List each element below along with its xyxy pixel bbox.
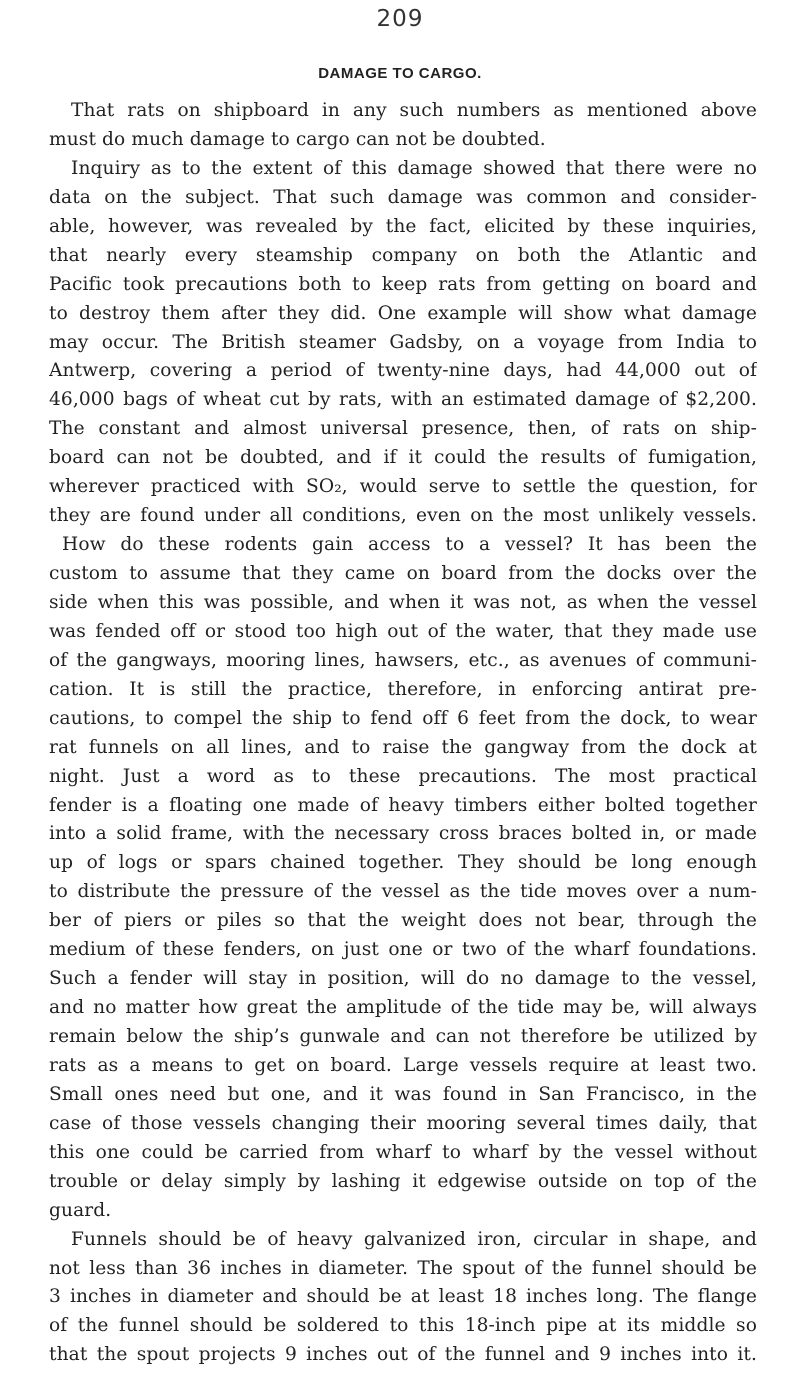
text-line: board can not be doubted, and if it could the results of fumigation,	[49, 447, 757, 469]
text-line: side when this was possible, and when it was not, as when the vessel	[49, 591, 757, 613]
text-line: cautions, to compel the ship to fend off 6 feet from the dock, to wear	[49, 707, 757, 729]
body-text	[49, 97, 757, 1370]
text-line: must do much damage to cargo can not be doubted.	[49, 128, 546, 150]
text-line: of the funnel should be soldered to this 18-inch pipe at its middle so	[49, 1315, 757, 1337]
text-line: fender is a floating one made of heavy timbers either bolted together	[49, 794, 757, 816]
text-line: to distribute the pressure of the vessel as the tide moves over a num-	[49, 881, 757, 903]
text-line: guard.	[49, 1199, 112, 1221]
text-line: custom to assume that they came on board from the docks over the	[49, 563, 757, 584]
text-line: Small ones need but one, and it was found in San Francisco, in the	[49, 1083, 757, 1105]
text-line: data on the subject. That such damage was common and consider-	[49, 186, 757, 208]
text-line: Funnels should be of heavy galvanized iron, circular in shape, and	[71, 1228, 757, 1250]
text-line: remain below the ship’s gunwale and can not therefore be utilized by	[49, 1026, 757, 1047]
text-line: night. Just a word as to these precautions. The most practical	[49, 765, 757, 787]
text-line: Pacific took precautions both to keep rats from getting on board and	[49, 273, 757, 295]
text-line: and no matter how great the amplitude of the tide may be, will always	[49, 997, 757, 1019]
text-line: may occur. The British steamer Gadsby, on a voyage from India to	[49, 331, 757, 353]
text-line: able, however, was revealed by the fact, elicited by these inquiries,	[49, 215, 757, 237]
text-line: this one could be carried from wharf to wharf by the vessel without	[49, 1141, 757, 1163]
text-line: that the spout projects 9 inches out of the funnel and 9 inches into it.	[49, 1344, 757, 1366]
text-line: into a solid frame, with the necessary cross braces bolted in, or made	[49, 823, 757, 845]
text-line: How do these rodents gain access to a vessel? It has been the	[62, 534, 757, 556]
text-line: trouble or delay simply by lashing it edgewise outside on top of the	[49, 1170, 757, 1192]
page-number: 209	[376, 6, 424, 32]
text-line: 3 inches in diameter and should be at least 18 inches long. The flange	[49, 1286, 757, 1308]
text-line: Inquiry as to the extent of this damage showed that there were no	[71, 157, 757, 179]
text-line: The constant and almost universal presence, then, of rats on ship-	[49, 418, 757, 440]
text-line: case of those vessels changing their mooring several times daily, that	[49, 1112, 757, 1134]
text-line: 46,000 bags of wheat cut by rats, with an estimated damage of $2,200.	[49, 389, 757, 411]
text-line: not less than 36 inches in diameter. The spout of the funnel should be	[49, 1257, 757, 1279]
text-line: up of logs or spars chained together. They should be long enough	[49, 852, 757, 874]
text-line: ber of piers or piles so that the weight does not bear, through the	[49, 910, 757, 932]
text-line: to destroy them after they did. One example will show what damage	[49, 302, 757, 324]
running-head: DAMAGE TO CARGO.	[318, 65, 482, 82]
text-line: That rats on shipboard in any such numbers as mentioned above	[71, 100, 757, 121]
text-line: Such a fender will stay in position, will do no damage to the vessel,	[49, 968, 757, 990]
text-line: that nearly every steamship company on both the Atlantic and	[49, 244, 757, 266]
text-line: rat funnels on all lines, and to raise the gangway from the dock at	[49, 736, 757, 758]
text-line: wherever practiced with SO₂, would serve to settle the question, for	[49, 476, 757, 498]
text-line: medium of these fenders, on just one or two of the wharf foundations.	[49, 939, 757, 961]
text-line: rats as a means to get on board. Large vessels require at least two.	[49, 1054, 757, 1076]
text-line: cation. It is still the practice, therefore, in enforcing antirat pre-	[49, 678, 757, 700]
text-line: Antwerp, covering a period of twenty-nine days, had 44,000 out of	[49, 360, 757, 382]
text-line: they are found under all conditions, even on the most unlikely vessels.	[49, 505, 757, 527]
text-line: was fended off or stood too high out of the water, that they made use	[49, 620, 757, 642]
text-line: of the gangways, mooring lines, hawsers, etc., as avenues of communi-	[49, 649, 757, 671]
